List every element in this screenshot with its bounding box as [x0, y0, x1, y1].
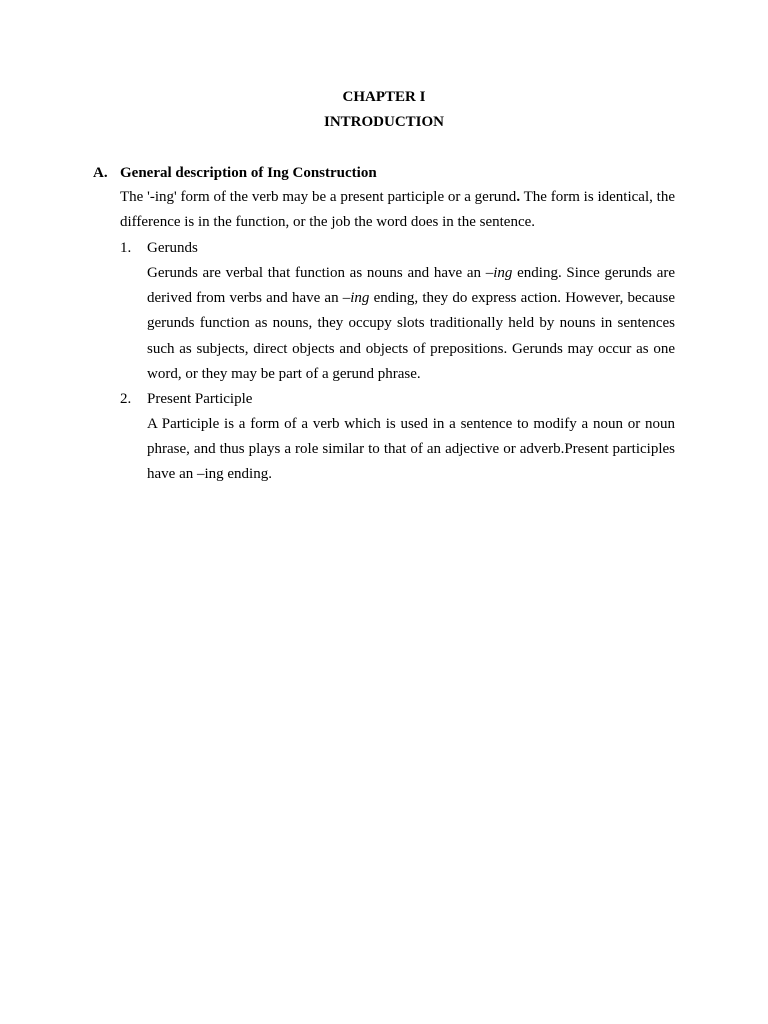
- chapter-subtitle: INTRODUCTION: [323, 114, 444, 130]
- list-item-number: 1.: [120, 240, 132, 256]
- list-item-gerunds: [120, 236, 675, 387]
- gerunds-text-part3: ending, they do express action. However, because gerunds function as nouns, they occupy slots traditionally held by nouns in sentences such as subjects, direct objects and objects of prepositions. Gerunds may occur as one word, or they may be part of a gerund phrase.: [147, 290, 675, 382]
- list-item-title: Present Participle: [147, 391, 253, 408]
- chapter-title: CHAPTER I: [342, 89, 426, 105]
- list-item-number: 2.: [120, 391, 132, 408]
- participle-text: A Participle is a form of a verb which is used in a sentence to modify a noun or noun phrase, and thus plays a role similar to that of an adjective or adverb.Present participles have an –ing ending.: [147, 416, 675, 483]
- intro-text-part2: The form is identical, the difference is in the function, or the job the word does in the sentence.: [120, 189, 675, 230]
- section-a: [93, 163, 675, 488]
- list-item-head: [120, 236, 675, 261]
- gerunds-text-part2: ending. Since gerunds are derived from verbs and have an –: [147, 265, 675, 307]
- intro-bold-period: .: [516, 189, 521, 205]
- intro-text-part1: The '-ing' form of the verb may be a present participle or a gerund: [120, 189, 517, 205]
- list-item-present-participle: [120, 387, 675, 488]
- gerunds-italic-ing-1: ing: [493, 265, 513, 281]
- section-intro-paragraph: [120, 185, 675, 235]
- numbered-list: [120, 236, 675, 488]
- list-item-body: [147, 261, 675, 387]
- gerunds-italic-ing-2: ing: [350, 290, 370, 307]
- section-heading-text: General description of Ing Construction: [120, 165, 377, 181]
- section-letter: A.: [93, 165, 108, 181]
- section-heading: [93, 163, 675, 183]
- list-item-head: [120, 387, 675, 412]
- list-item-title: Gerunds: [147, 240, 198, 256]
- gerunds-text-part1: Gerunds are verbal that function as nouns and have an –: [147, 265, 494, 281]
- list-item-body: [147, 412, 675, 488]
